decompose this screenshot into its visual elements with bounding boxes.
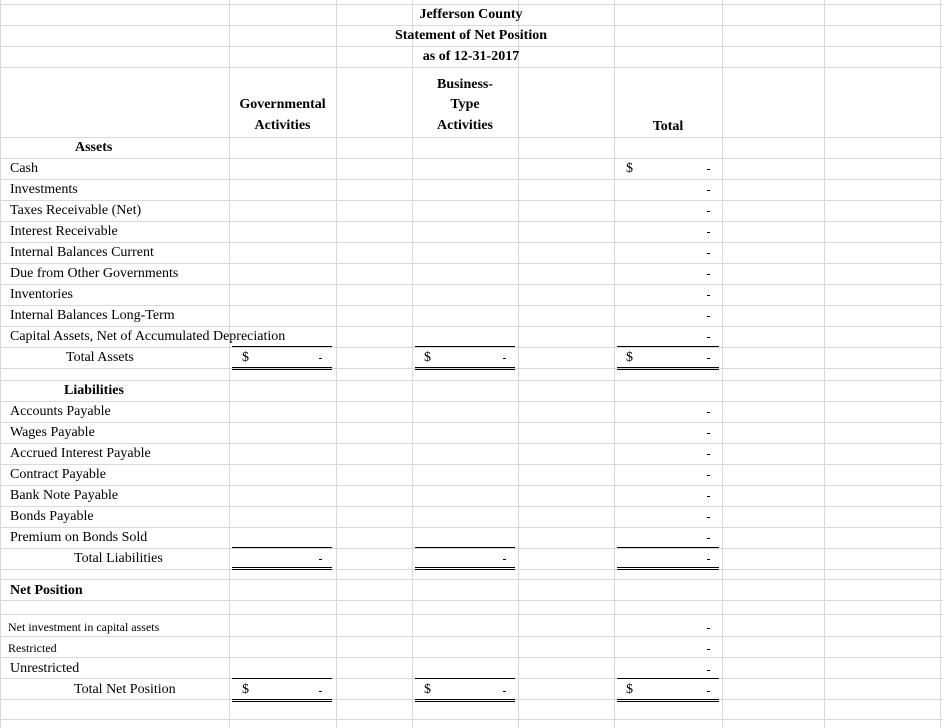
dash-value (707, 559, 710, 560)
dash-value (707, 649, 710, 650)
total-net-position-label: Total Net Position (74, 682, 176, 697)
col-governmental-line2: Activities (254, 118, 311, 133)
asset-row-label: Due from Other Governments (10, 266, 179, 281)
gridline (0, 67, 943, 68)
col-business-line1: Business- (436, 77, 494, 92)
gridline (0, 242, 943, 243)
dash-value (707, 538, 710, 539)
col-business-line2: Type (450, 97, 480, 112)
bus-total-assets-dollar: $ (424, 350, 431, 365)
gridline (336, 0, 337, 728)
single-underline (617, 547, 719, 548)
dash-value (707, 433, 710, 434)
gridline (0, 636, 943, 637)
double-underline (415, 699, 515, 702)
col-governmental-line1: Governmental (239, 97, 326, 112)
dash-value (319, 358, 322, 359)
dash-value (707, 274, 710, 275)
dash-value (707, 412, 710, 413)
gridline (0, 263, 943, 264)
gridline (0, 200, 943, 201)
dash-value (707, 475, 710, 476)
dash-value (707, 670, 710, 671)
gridline (824, 0, 825, 728)
dash-value (319, 559, 322, 560)
asset-row-label: Internal Balances Current (10, 245, 154, 260)
asset-row-label: Internal Balances Long-Term (10, 308, 175, 323)
dash-value (707, 253, 710, 254)
gridline (0, 137, 943, 138)
gov-total-assets-dollar: $ (242, 350, 249, 365)
liability-row-label: Accounts Payable (10, 404, 111, 419)
gridline (518, 0, 519, 728)
single-underline (617, 346, 719, 347)
liability-row-label: Bank Note Payable (10, 488, 119, 503)
gridline (0, 657, 943, 658)
gridline (0, 401, 943, 402)
total-total-assets-dollar: $ (626, 350, 633, 365)
liability-row-label: Accrued Interest Payable (10, 446, 151, 461)
gridline (614, 0, 615, 728)
gridline (0, 579, 943, 580)
gridline (0, 485, 943, 486)
dash-value (319, 691, 322, 692)
dash-value (707, 496, 710, 497)
gridline (0, 326, 943, 327)
gridline (0, 46, 943, 47)
double-underline (415, 567, 515, 570)
gridline (0, 221, 943, 222)
liability-row-label: Wages Payable (10, 425, 95, 440)
total-assets-label: Total Assets (66, 350, 134, 365)
dash-value (707, 316, 710, 317)
asset-row-label: Capital Assets, Net of Accumulated Depreciation (10, 329, 286, 344)
single-underline (415, 678, 515, 679)
bus-total-net-dollar: $ (424, 682, 431, 697)
dash-value (707, 517, 710, 518)
gridline (0, 527, 943, 528)
gridline (0, 443, 943, 444)
gridline (0, 347, 943, 348)
asset-row-label: Inventories (10, 287, 73, 302)
total-total-net-dollar: $ (626, 682, 633, 697)
liability-row-label: Contract Payable (10, 467, 107, 482)
gridline (0, 600, 943, 601)
dash-value (707, 169, 710, 170)
gridline (0, 0, 1, 728)
gridline (722, 0, 723, 728)
net-position-row-label: Restricted (8, 641, 57, 655)
assets-heading: Assets (75, 140, 113, 155)
double-underline (617, 567, 719, 570)
gridline (0, 380, 943, 381)
gridline (0, 464, 943, 465)
col-total: Total (652, 119, 684, 134)
gridline (0, 4, 943, 5)
net-position-row-label: Net investment in capital assets (8, 620, 160, 634)
single-underline (415, 547, 515, 548)
double-underline (617, 699, 719, 702)
dash-value (707, 295, 710, 296)
net-position-row-label: Unrestricted (10, 661, 80, 676)
gridline (0, 548, 943, 549)
gridline (940, 0, 941, 728)
as-of-date: as of 12-31-2017 (422, 49, 520, 64)
liabilities-heading: Liabilities (64, 383, 124, 398)
dash-value (707, 454, 710, 455)
dash-value (503, 559, 506, 560)
statement-title: Statement of Net Position (394, 28, 548, 43)
gridline (0, 719, 943, 720)
dash-value (707, 211, 710, 212)
liability-row-label: Premium on Bonds Sold (10, 530, 148, 545)
asset-row-label: Interest Receivable (10, 224, 118, 239)
gridline (0, 179, 943, 180)
double-underline (617, 367, 719, 370)
total-cash-dollar: $ (626, 161, 633, 176)
asset-row-label: Cash (10, 161, 38, 176)
double-underline (415, 367, 515, 370)
col-business-line3: Activities (437, 118, 493, 133)
gov-total-net-dollar: $ (242, 682, 249, 697)
liability-row-label: Bonds Payable (10, 509, 94, 524)
gridline (0, 158, 943, 159)
asset-row-label: Taxes Receivable (Net) (10, 203, 142, 218)
dash-value (503, 358, 506, 359)
gridline (0, 422, 943, 423)
single-underline (415, 346, 515, 347)
single-underline (232, 346, 332, 347)
dash-value (707, 691, 710, 692)
double-underline (232, 367, 332, 370)
county-title: Jefferson County (419, 7, 523, 22)
dash-value (707, 190, 710, 191)
single-underline (617, 678, 719, 679)
net-position-heading: Net Position (10, 583, 83, 598)
gridline (0, 614, 943, 615)
dash-value (707, 337, 710, 338)
gridline (0, 305, 943, 306)
dash-value (707, 358, 710, 359)
dash-value (707, 628, 710, 629)
double-underline (232, 567, 332, 570)
single-underline (232, 547, 332, 548)
gridline (0, 506, 943, 507)
double-underline (232, 699, 332, 702)
gridline (0, 25, 943, 26)
gridline (0, 284, 943, 285)
dash-value (707, 232, 710, 233)
dash-value (503, 691, 506, 692)
asset-row-label: Investments (10, 182, 78, 197)
single-underline (232, 678, 332, 679)
total-liabilities-label: Total Liabilities (74, 551, 163, 566)
